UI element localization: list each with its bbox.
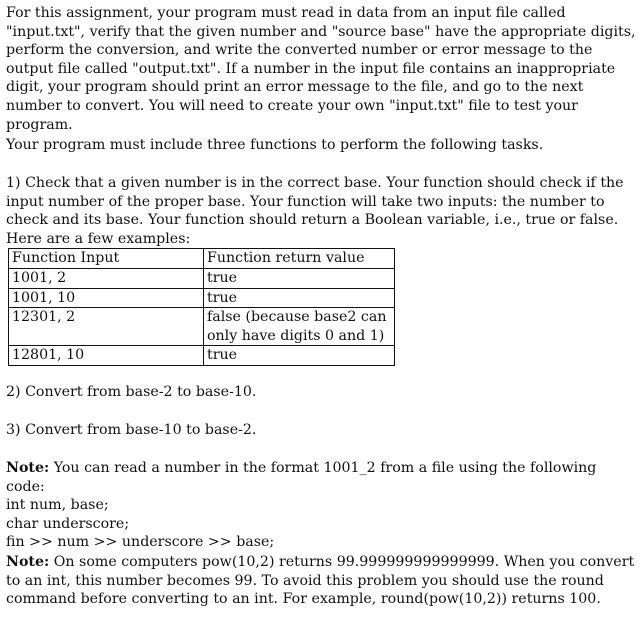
note1-paragraph: [6, 459, 636, 496]
intro-block: [6, 4, 636, 134]
table-row: [9, 288, 395, 308]
task3-paragraph: 3) Convert from base-10 to base-2.: [6, 422, 257, 438]
table-row: [9, 346, 395, 366]
note2-paragraph: [6, 553, 636, 609]
table-cell: true: [204, 346, 395, 366]
table-header-cell: Function Input: [9, 249, 204, 269]
examples-table: [8, 248, 395, 366]
functions-intro-paragraph: Your program must include three functions to perform the following tasks.: [6, 137, 544, 153]
code-line: char underscore;: [6, 515, 130, 532]
table-cell: 12301, 2: [9, 308, 204, 346]
table-cell: 12801, 10: [9, 346, 204, 366]
intro-paragraph: For this assignment, your program must read in data from an input file called "input.txt", verify that the given number and "source base" have the appropriate digits, perform the conversion, and write the converted number or error message to the output file called "output.txt". If a number in the input file contains an inappropriate digit, your program should print an error message to the file, and go to the next number to convert. You will need to create your own "input.txt" file to test your program.: [6, 5, 636, 133]
table-row: [9, 268, 395, 288]
table-cell: 1001, 10: [9, 288, 204, 308]
task2-paragraph: 2) Convert from base-2 to base-10.: [6, 384, 257, 400]
code-line: int num, base;: [6, 497, 109, 514]
note2-block: [6, 553, 636, 609]
note1-text: You can read a number in the format 1001_2 from a file using the following code:: [6, 460, 597, 495]
task2-block: [6, 383, 636, 402]
functions-intro-block: [6, 136, 636, 155]
task1-paragraph: 1) Check that a given number is in the correct base. Your function should check if the input number of the proper base. Your function will take two inputs: the number to check and its base. Your function should return a Boolean variable, i.e., true or false. Here are a few examples:: [6, 175, 624, 247]
note-label: Note:: [6, 460, 50, 476]
note-label: Note:: [6, 554, 50, 570]
task3-block: [6, 421, 636, 440]
table-row: [9, 308, 395, 346]
table-header-cell: Function return value: [204, 249, 395, 269]
note1-block: [6, 459, 636, 552]
table-cell: false (because base2 can only have digits 0 and 1): [204, 308, 395, 346]
task1-block: [6, 174, 636, 366]
code-line: fin >> num >> underscore >> base;: [6, 534, 275, 551]
table-cell: true: [204, 288, 395, 308]
table-cell: true: [204, 268, 395, 288]
note2-text: On some computers pow(10,2) returns 99.999999999999999. When you convert to an int, this number becomes 99. To avoid this problem you should use the round command before converting to an int. For example, round(pow(10,2)) returns 100.: [6, 554, 635, 608]
table-cell: 1001, 2: [9, 268, 204, 288]
table-header-row: [9, 249, 395, 269]
